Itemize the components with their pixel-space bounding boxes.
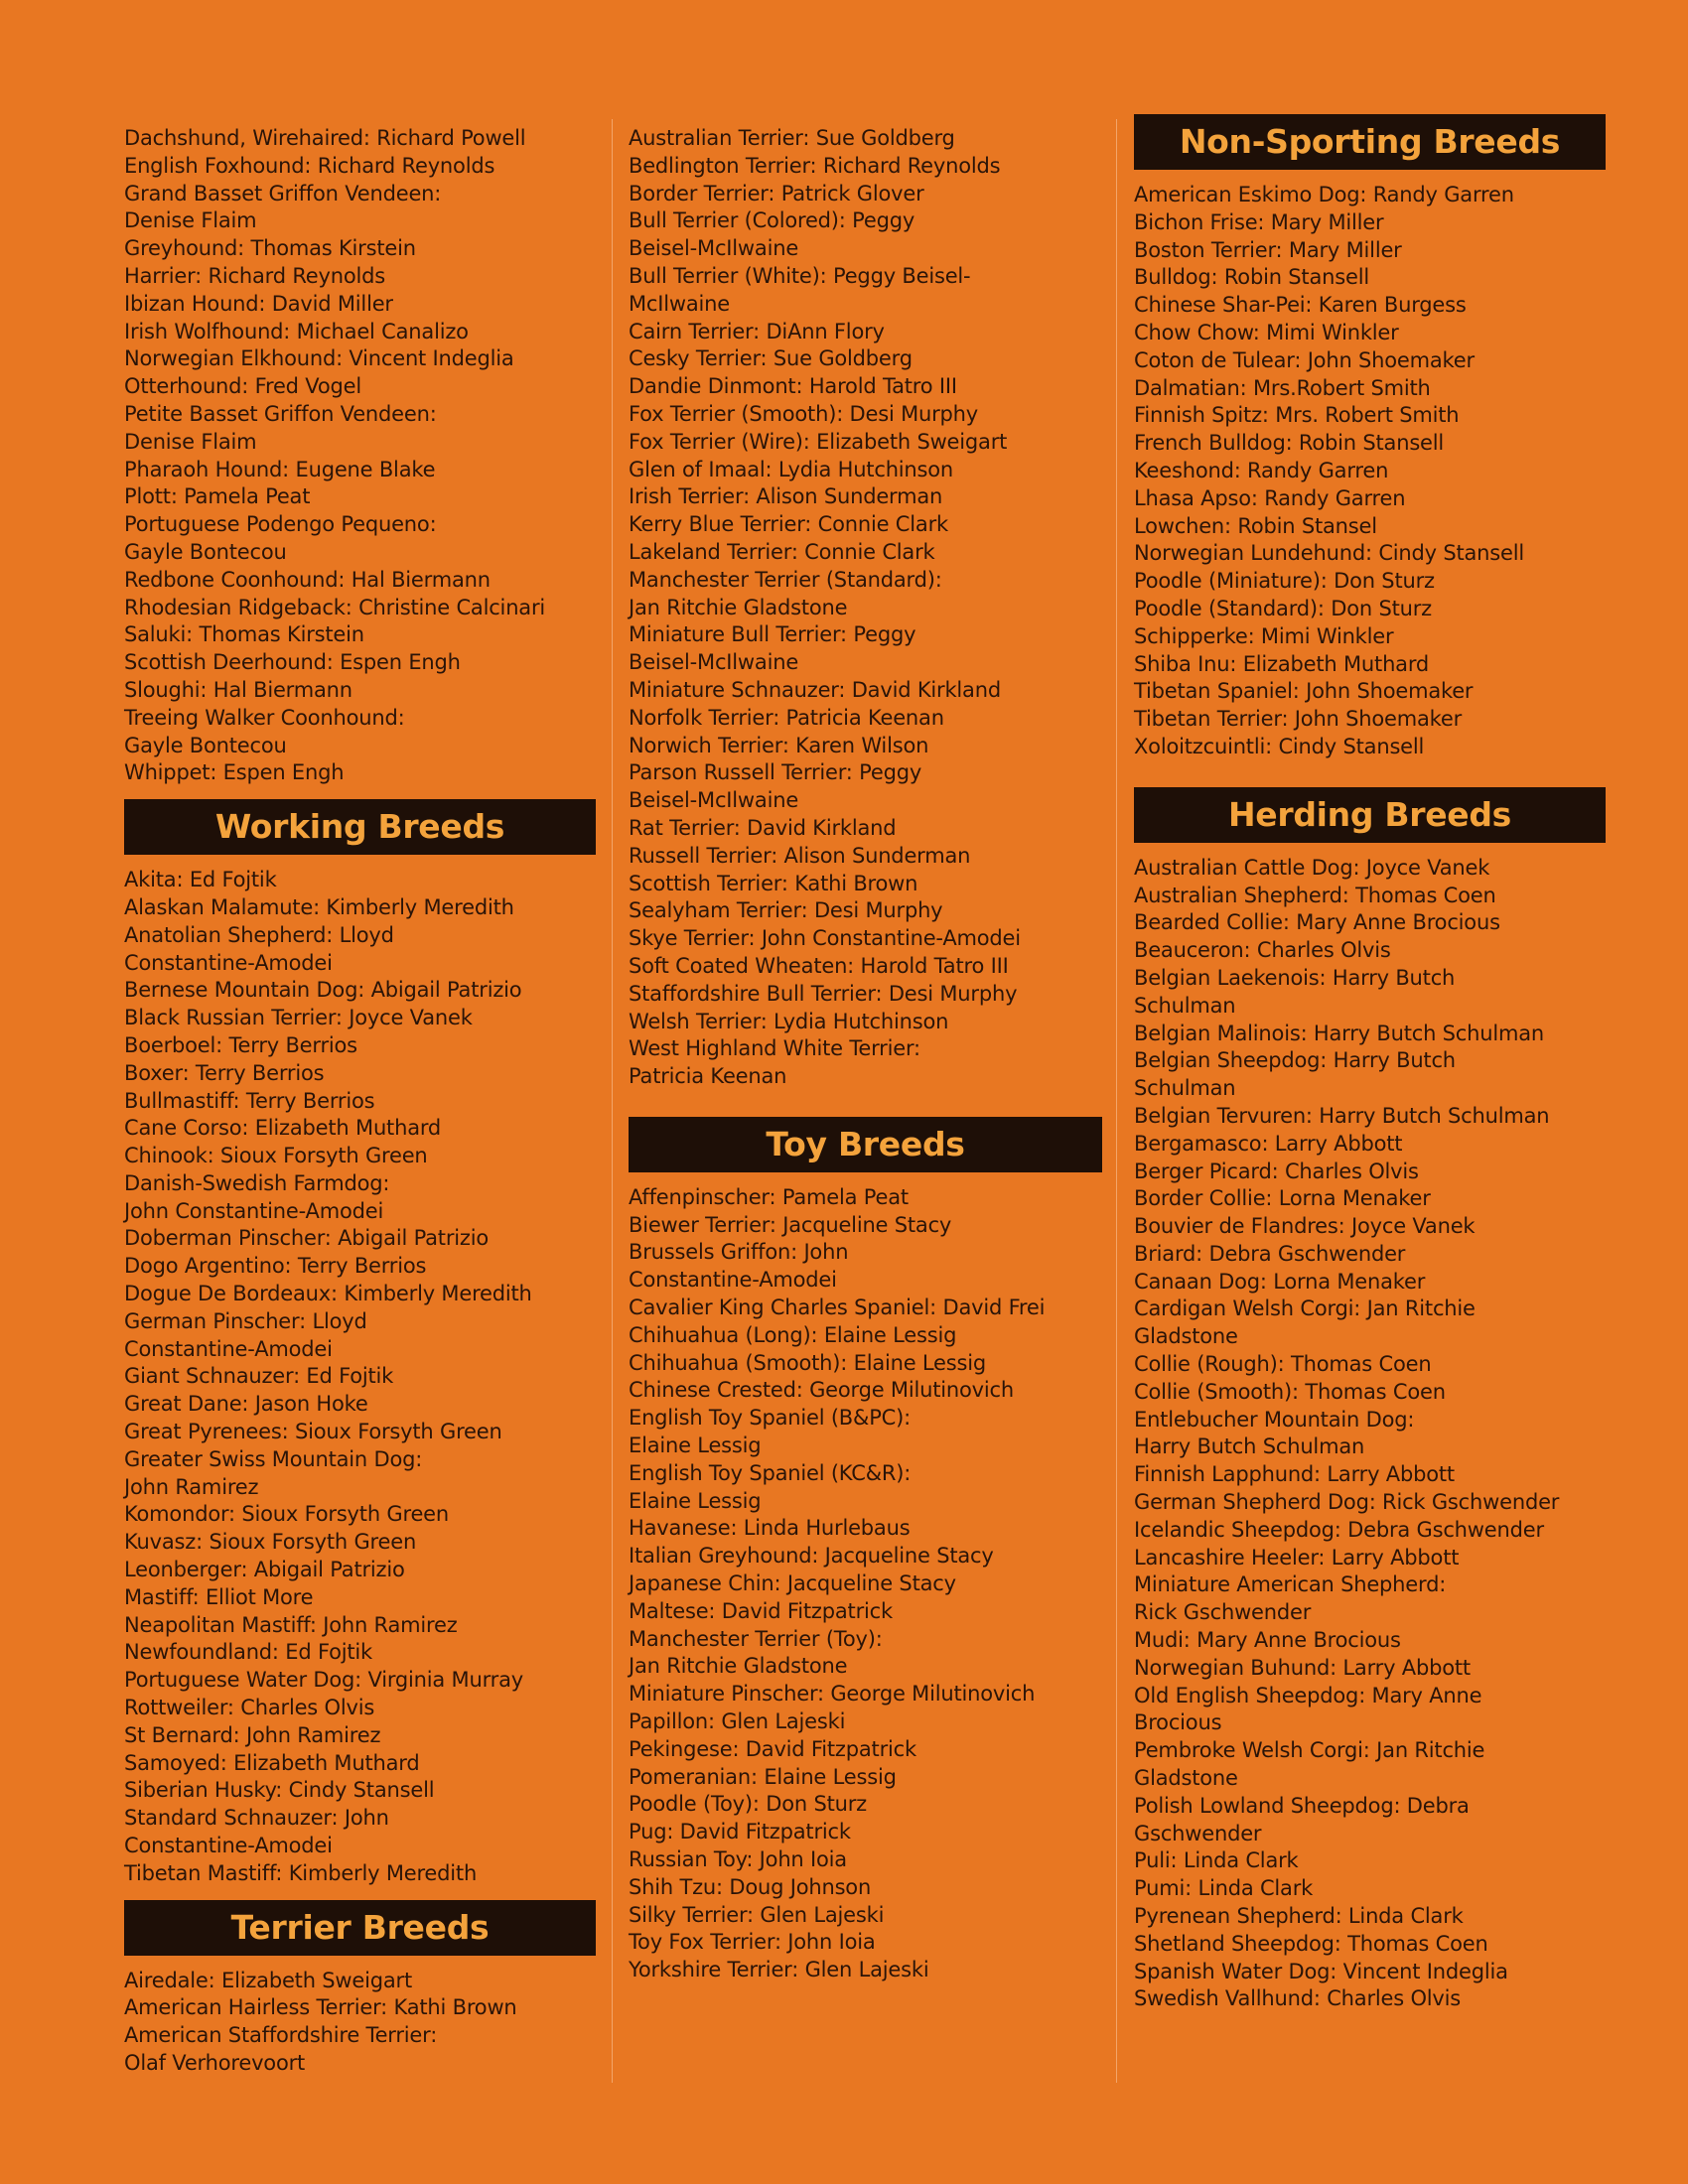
judge-entry: Neapolitan Mastiff: John Ramirez: [124, 1612, 458, 1637]
toy-judges-list: [629, 1184, 1102, 1984]
judge-entry: Harry Butch Schulman: [1134, 1434, 1365, 1459]
judge-entry: Keeshond: Randy Garren: [1134, 458, 1389, 482]
judge-entry: Gayle Bontecou: [124, 733, 287, 757]
judge-entry: Kuvasz: Sioux Forsyth Green: [124, 1530, 417, 1555]
judge-entry: Skye Terrier: John Constantine-Amodei: [629, 926, 1021, 951]
judge-entry: Border Collie: Lorna Menaker: [1134, 1186, 1431, 1211]
column-divider: [612, 119, 613, 2083]
judge-entry: Black Russian Terrier: Joyce Vanek: [124, 1006, 473, 1030]
judge-entry: Elaine Lessig: [629, 1488, 762, 1513]
judge-entry: Boxer: Terry Berrios: [124, 1060, 325, 1085]
judge-entry: Chow Chow: Mimi Winkler: [1134, 320, 1399, 344]
judge-entry: Chinese Crested: George Milutinovich: [629, 1378, 1014, 1403]
judge-entry: Fox Terrier (Wire): Elizabeth Sweigart: [629, 429, 1008, 454]
judge-entry: Pekingese: David Fitzpatrick: [629, 1736, 916, 1761]
judge-entry: Rick Gschwender: [1134, 1600, 1312, 1625]
judge-entry: Miniature Bull Terrier: Peggy: [629, 622, 916, 647]
judge-entry: Cairn Terrier: DiAnn Flory: [629, 319, 885, 343]
judge-entry: Whippet: Espen Engh: [124, 760, 345, 785]
column-1: [124, 125, 596, 2078]
judge-entry: Schulman: [1134, 1076, 1236, 1101]
judge-entry: Patricia Keenan: [629, 1064, 787, 1089]
judge-entry: Bergamasco: Larry Abbott: [1134, 1131, 1403, 1156]
judge-entry: Bouvier de Flandres: Joyce Vanek: [1134, 1214, 1476, 1239]
judge-entry: Bullmastiff: Terry Berrios: [124, 1088, 375, 1113]
judge-entry: Sealyham Terrier: Desi Murphy: [629, 898, 943, 923]
judge-entry: Treeing Walker Coonhound:: [124, 705, 405, 730]
column-3: [1134, 114, 1606, 2013]
terrier-breeds-heading: Terrier Breeds: [124, 1900, 596, 1956]
judge-entry: Ibizan Hound: David Miller: [124, 291, 393, 316]
judge-entry: Schipperke: Mimi Winkler: [1134, 623, 1394, 648]
judge-entry: Bichon Frise: Mary Miller: [1134, 209, 1384, 234]
judge-entry: Pumi: Linda Clark: [1134, 1876, 1314, 1901]
judge-entry: John Ramirez: [124, 1474, 259, 1499]
judge-entry: Cane Corso: Elizabeth Muthard: [124, 1116, 442, 1141]
judge-entry: Irish Terrier: Alison Sunderman: [629, 484, 943, 509]
herding-judges-list: [1134, 855, 1606, 2013]
judge-entry: Saluki: Thomas Kirstein: [124, 622, 364, 647]
judge-entry: Poodle (Standard): Don Sturz: [1134, 596, 1432, 620]
judge-entry: Norfolk Terrier: Patricia Keenan: [629, 705, 944, 730]
judge-entry: Olaf Verhorevoort: [124, 2051, 306, 2075]
toy-breeds-heading: Toy Breeds: [629, 1117, 1102, 1172]
judge-entry: Miniature American Shepherd:: [1134, 1572, 1447, 1597]
judge-entry: American Hairless Terrier: Kathi Brown: [124, 1995, 517, 2020]
judge-entry: Polish Lowland Sheepdog: Debra: [1134, 1793, 1470, 1818]
column-2: [629, 125, 1102, 1984]
judge-entry: Denise Flaim: [124, 208, 257, 233]
judge-entry: Bulldog: Robin Stansell: [1134, 265, 1369, 290]
judge-entry: Komondor: Sioux Forsyth Green: [124, 1502, 450, 1527]
judge-entry: Toy Fox Terrier: John Ioia: [629, 1930, 876, 1955]
judge-entry: Brussels Griffon: John: [629, 1240, 849, 1265]
judge-entry: Dogue De Bordeaux: Kimberly Meredith: [124, 1282, 532, 1306]
judge-entry: Fox Terrier (Smooth): Desi Murphy: [629, 401, 979, 426]
judge-entry: Spanish Water Dog: Vincent Indeglia: [1134, 1959, 1508, 1983]
judge-entry: Russell Terrier: Alison Sunderman: [629, 843, 971, 868]
judge-entry: Old English Sheepdog: Mary Anne: [1134, 1683, 1482, 1707]
working-breeds-heading: Working Breeds: [124, 799, 596, 855]
judge-entry: Bearded Collie: Mary Anne Brocious: [1134, 910, 1500, 935]
judge-entry: Australian Cattle Dog: Joyce Vanek: [1134, 855, 1490, 880]
judge-entry: Yorkshire Terrier: Glen Lajeski: [629, 1958, 929, 1982]
judge-entry: Silky Terrier: Glen Lajeski: [629, 1902, 885, 1927]
judge-entry: Harrier: Richard Reynolds: [124, 263, 386, 288]
judge-entry: Gladstone: [1134, 1766, 1238, 1791]
judge-entry: English Toy Spaniel (KC&R):: [629, 1460, 912, 1485]
judge-entry: Finnish Spitz: Mrs. Robert Smith: [1134, 403, 1460, 428]
judge-entry: Belgian Sheepdog: Harry Butch: [1134, 1048, 1456, 1073]
judge-entry: Belgian Laekenois: Harry Butch: [1134, 965, 1456, 990]
judge-entry: German Pinscher: Lloyd: [124, 1308, 367, 1333]
judge-entry: Plott: Pamela Peat: [124, 484, 311, 509]
judge-entry: Danish-Swedish Farmdog:: [124, 1170, 390, 1195]
judge-entry: Doberman Pinscher: Abigail Patrizio: [124, 1226, 489, 1251]
judge-entry: Portuguese Podengo Pequeno:: [124, 512, 437, 537]
judge-entry: Finnish Lapphund: Larry Abbott: [1134, 1462, 1455, 1487]
judge-entry: Great Dane: Jason Hoke: [124, 1392, 368, 1417]
judge-entry: Sloughi: Hal Biermann: [124, 677, 352, 702]
judge-entry: Cavalier King Charles Spaniel: David Frei: [629, 1296, 1046, 1320]
judge-entry: Grand Basset Griffon Vendeen:: [124, 181, 442, 205]
judge-entry: Beisel-McIlwaine: [629, 788, 799, 813]
judge-entry: Rottweiler: Charles Olvis: [124, 1696, 375, 1720]
judge-entry: Miniature Pinscher: George Milutinovich: [629, 1682, 1036, 1706]
judge-entry: Irish Wolfhound: Michael Canalizo: [124, 319, 469, 343]
judge-entry: Greater Swiss Mountain Dog:: [124, 1446, 423, 1471]
judge-entry: Collie (Rough): Thomas Coen: [1134, 1352, 1432, 1377]
judge-entry: American Eskimo Dog: Randy Garren: [1134, 183, 1514, 206]
judge-entry: Collie (Smooth): Thomas Coen: [1134, 1379, 1446, 1404]
judge-entry: Staffordshire Bull Terrier: Desi Murphy: [629, 981, 1018, 1006]
judge-entry: Cesky Terrier: Sue Goldberg: [629, 346, 913, 371]
judge-entry: Otterhound: Fred Vogel: [124, 374, 361, 399]
judge-entry: Samoyed: Elizabeth Muthard: [124, 1750, 420, 1775]
judge-entry: Berger Picard: Charles Olvis: [1134, 1159, 1419, 1183]
judge-entry: Norwegian Elkhound: Vincent Indeglia: [124, 346, 514, 371]
judge-entry: Glen of Imaal: Lydia Hutchinson: [629, 457, 954, 481]
judge-entry: Belgian Malinois: Harry Butch Schulman: [1134, 1021, 1545, 1045]
judge-entry: Giant Schnauzer: Ed Fojtik: [124, 1364, 394, 1389]
judge-entry: Tibetan Terrier: John Shoemaker: [1134, 707, 1463, 732]
judge-entry: Schulman: [1134, 993, 1236, 1018]
judge-entry: Great Pyrenees: Sioux Forsyth Green: [124, 1420, 502, 1444]
judge-entry: Icelandic Sheepdog: Debra Gschwender: [1134, 1517, 1544, 1542]
judge-entry: Lhasa Apso: Randy Garren: [1134, 485, 1406, 510]
judge-entry: Tibetan Spaniel: John Shoemaker: [1134, 679, 1474, 704]
judge-entry: Beauceron: Charles Olvis: [1134, 938, 1391, 963]
judge-entry: Mastiff: Elliot More: [124, 1584, 314, 1609]
judge-entry: Australian Terrier: Sue Goldberg: [629, 126, 955, 150]
judge-entry: Boerboel: Terry Berrios: [124, 1032, 357, 1057]
judge-entry: Tibetan Mastiff: Kimberly Meredith: [124, 1860, 478, 1885]
judge-entry: Rat Terrier: David Kirkland: [629, 815, 897, 840]
judge-entry: Elaine Lessig: [629, 1433, 762, 1458]
judge-entry: Australian Shepherd: Thomas Coen: [1134, 883, 1496, 907]
judge-entry: English Foxhound: Richard Reynolds: [124, 153, 495, 178]
judge-entry: Akita: Ed Fojtik: [124, 868, 277, 892]
judge-entry: Gladstone: [1134, 1324, 1238, 1349]
judge-entry: Biewer Terrier: Jacqueline Stacy: [629, 1212, 952, 1237]
judge-entry: Chinook: Sioux Forsyth Green: [124, 1144, 428, 1168]
judge-entry: American Staffordshire Terrier:: [124, 2023, 438, 2048]
judge-entry: Pembroke Welsh Corgi: Jan Ritchie: [1134, 1738, 1485, 1763]
judge-entry: Shih Tzu: Doug Johnson: [629, 1874, 872, 1899]
judge-entry: Soft Coated Wheaten: Harold Tatro III: [629, 953, 1009, 978]
judge-entry: Gschwender: [1134, 1821, 1262, 1845]
judge-entry: Mudi: Mary Anne Brocious: [1134, 1628, 1401, 1653]
judge-entry: Japanese Chin: Jacqueline Stacy: [629, 1571, 956, 1596]
non-sporting-judges-list: [1134, 182, 1606, 761]
judge-entry: Alaskan Malamute: Kimberly Meredith: [124, 894, 514, 919]
judge-entry: Beisel-McIlwaine: [629, 236, 799, 261]
judge-entry: Lowchen: Robin Stansel: [1134, 513, 1377, 538]
judge-entry: Dandie Dinmont: Harold Tatro III: [629, 374, 957, 399]
judge-entry: Redbone Coonhound: Hal Biermann: [124, 567, 491, 592]
judge-entry: Border Terrier: Patrick Glover: [629, 181, 924, 205]
judge-entry: Bernese Mountain Dog: Abigail Patrizio: [124, 978, 522, 1003]
judge-entry: Lakeland Terrier: Connie Clark: [629, 539, 935, 564]
judge-entry: Airedale: Elizabeth Sweigart: [124, 1968, 413, 1992]
judge-entry: Scottish Terrier: Kathi Brown: [629, 871, 918, 895]
judge-entry: Kerry Blue Terrier: Connie Clark: [629, 512, 948, 537]
judge-entry: Denise Flaim: [124, 429, 257, 454]
judge-entry: Poodle (Miniature): Don Sturz: [1134, 569, 1435, 594]
judge-entry: Pharaoh Hound: Eugene Blake: [124, 457, 436, 481]
judge-entry: Xoloitzcuintli: Cindy Stansell: [1134, 734, 1425, 758]
judge-entry: Swedish Vallhund: Charles Olvis: [1134, 1986, 1462, 2011]
judge-entry: Boston Terrier: Mary Miller: [1134, 237, 1402, 262]
judge-entry: Siberian Husky: Cindy Stansell: [124, 1778, 435, 1803]
judge-entry: Petite Basset Griffon Vendeen:: [124, 401, 437, 426]
judge-entry: Canaan Dog: Lorna Menaker: [1134, 1269, 1426, 1294]
judge-entry: Shetland Sheepdog: Thomas Coen: [1134, 1931, 1488, 1956]
judge-entry: Affenpinscher: Pamela Peat: [629, 1184, 909, 1209]
judge-entry: Coton de Tulear: John Shoemaker: [1134, 347, 1475, 372]
judge-entry: Constantine-Amodei: [124, 1336, 333, 1361]
judge-entry: Anatolian Shepherd: Lloyd: [124, 922, 394, 947]
judge-entry: Papillon: Glen Lajeski: [629, 1709, 846, 1734]
judge-entry: Chinese Shar-Pei: Karen Burgess: [1134, 293, 1467, 318]
judge-entry: Briard: Debra Gschwender: [1134, 1241, 1406, 1266]
non-sporting-breeds-heading: Non-Sporting Breeds: [1134, 114, 1606, 170]
judge-entry: Maltese: David Fitzpatrick: [629, 1598, 893, 1623]
judge-entry: Manchester Terrier (Standard):: [629, 567, 942, 592]
judge-entry: Scottish Deerhound: Espen Engh: [124, 650, 461, 675]
judge-entry: Havanese: Linda Hurlebaus: [629, 1516, 911, 1541]
judge-entry: Brocious: [1134, 1710, 1222, 1735]
judge-entry: West Highland White Terrier:: [629, 1036, 920, 1061]
judge-entry: German Shepherd Dog: Rick Gschwender: [1134, 1490, 1560, 1515]
judge-entry: Standard Schnauzer: John: [124, 1806, 389, 1831]
judge-entry: Cardigan Welsh Corgi: Jan Ritchie: [1134, 1297, 1476, 1321]
judge-entry: Pomeranian: Elaine Lessig: [629, 1764, 897, 1789]
judge-entry: Miniature Schnauzer: David Kirkland: [629, 677, 1001, 702]
judge-entry: Manchester Terrier (Toy):: [629, 1626, 883, 1651]
judge-entry: Pug: David Fitzpatrick: [629, 1820, 851, 1844]
judge-entry: Lancashire Heeler: Larry Abbott: [1134, 1545, 1460, 1570]
judge-entry: Leonberger: Abigail Patrizio: [124, 1558, 405, 1582]
terrier-judges-list-continued: [629, 125, 1102, 1091]
judge-entry: Puli: Linda Clark: [1134, 1848, 1299, 1873]
judge-entry: Constantine-Amodei: [124, 950, 333, 975]
judge-entry: Chihuahua (Smooth): Elaine Lessig: [629, 1350, 987, 1375]
judge-entry: Shiba Inu: Elizabeth Muthard: [1134, 651, 1430, 676]
judge-entry: Belgian Tervuren: Harry Butch Schulman: [1134, 1103, 1550, 1128]
judge-entry: Pyrenean Shepherd: Linda Clark: [1134, 1904, 1464, 1929]
judge-entry: Dachshund, Wirehaired: Richard Powell: [124, 126, 526, 150]
judge-entry: Constantine-Amodei: [629, 1268, 837, 1293]
judge-entry: Jan Ritchie Gladstone: [629, 1654, 848, 1679]
judge-entry: Dalmatian: Mrs.Robert Smith: [1134, 375, 1431, 400]
hound-judges-list: [124, 125, 596, 787]
judge-entry: Bull Terrier (White): Peggy Beisel-: [629, 263, 971, 288]
judge-entry: Gayle Bontecou: [124, 539, 287, 564]
judge-entry: Bull Terrier (Colored): Peggy: [629, 208, 915, 233]
judge-entry: Beisel-McIlwaine: [629, 650, 799, 675]
judge-entry: Norwegian Buhund: Larry Abbott: [1134, 1655, 1471, 1680]
judge-entry: Parson Russell Terrier: Peggy: [629, 760, 922, 785]
judge-entry: English Toy Spaniel (B&PC):: [629, 1406, 911, 1431]
judge-entry: McIlwaine: [629, 291, 731, 316]
judge-entry: Jan Ritchie Gladstone: [629, 595, 848, 619]
judge-entry: Bedlington Terrier: Richard Reynolds: [629, 153, 1001, 178]
judge-entry: Welsh Terrier: Lydia Hutchinson: [629, 1009, 949, 1033]
judge-entry: Norwich Terrier: Karen Wilson: [629, 733, 929, 757]
judge-entry: Dogo Argentino: Terry Berrios: [124, 1254, 427, 1279]
judge-entry: John Constantine-Amodei: [124, 1198, 384, 1223]
judge-entry: Poodle (Toy): Don Sturz: [629, 1792, 867, 1817]
column-divider: [1116, 119, 1117, 2083]
working-judges-list: [124, 867, 596, 1887]
judge-entry: French Bulldog: Robin Stansell: [1134, 431, 1445, 456]
judge-entry: St Bernard: John Ramirez: [124, 1722, 381, 1747]
judge-entry: Entlebucher Mountain Dog:: [1134, 1407, 1415, 1432]
judge-entry: Russian Toy: John Ioia: [629, 1847, 847, 1872]
judge-entry: Portuguese Water Dog: Virginia Murray: [124, 1668, 523, 1693]
judge-entry: Greyhound: Thomas Kirstein: [124, 236, 416, 261]
herding-breeds-heading: Herding Breeds: [1134, 787, 1606, 843]
judge-entry: Constantine-Amodei: [124, 1834, 333, 1858]
judge-entry: Italian Greyhound: Jacqueline Stacy: [629, 1544, 994, 1569]
judge-entry: Newfoundland: Ed Fojtik: [124, 1640, 373, 1665]
terrier-judges-list: [124, 1968, 596, 2078]
judge-entry: Chihuahua (Long): Elaine Lessig: [629, 1322, 957, 1347]
judge-entry: Rhodesian Ridgeback: Christine Calcinari: [124, 595, 546, 619]
judge-entry: Norwegian Lundehund: Cindy Stansell: [1134, 541, 1525, 566]
